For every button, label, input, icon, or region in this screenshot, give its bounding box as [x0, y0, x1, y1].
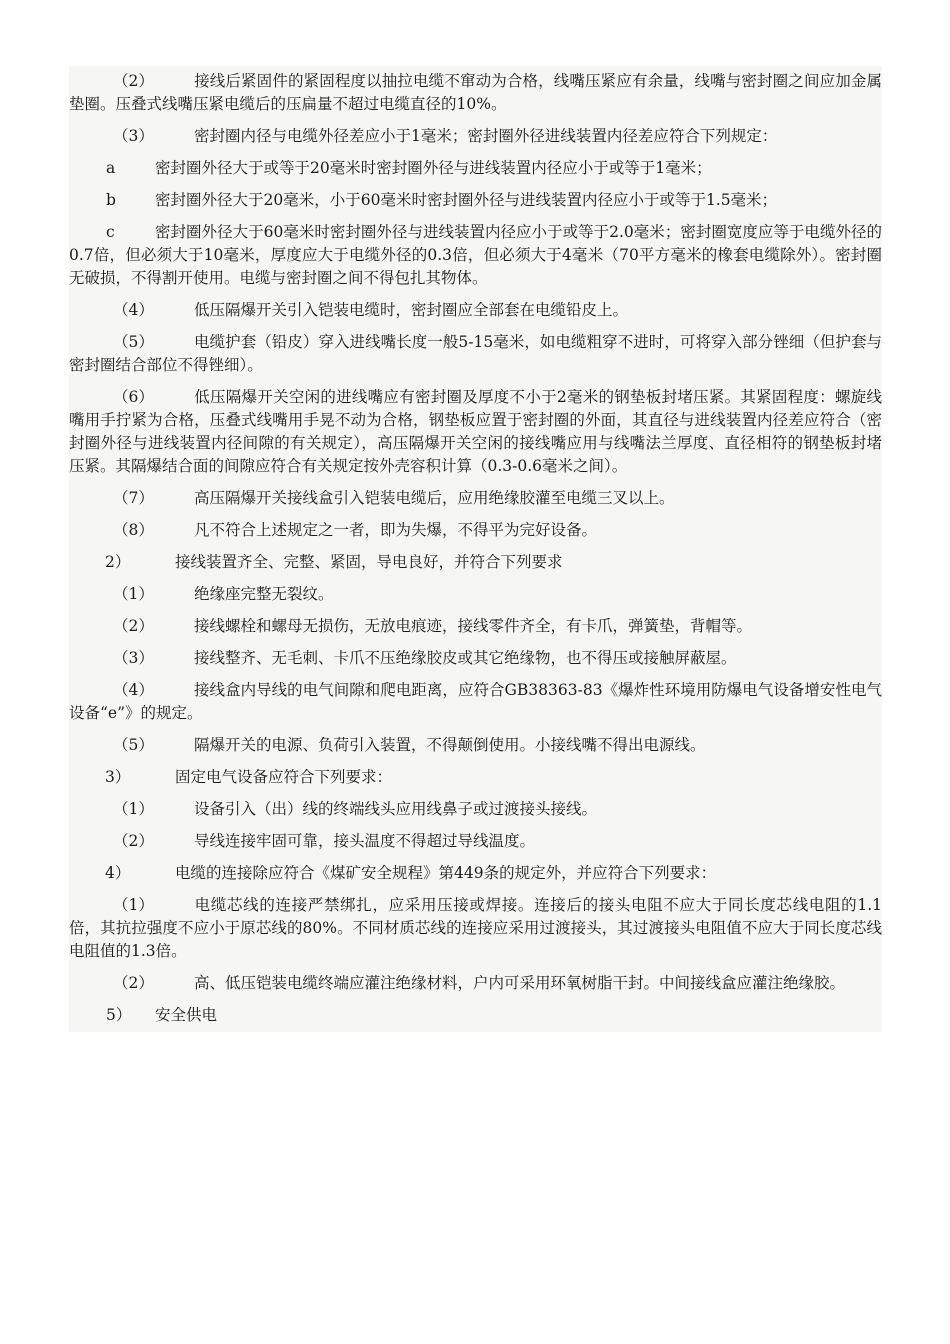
paragraph	[69, 675, 882, 730]
paragraph	[69, 547, 882, 579]
paragraph	[69, 217, 882, 295]
paragraph-text: 接线盒内导线的电气间隙和爬电距离，应符合GB38363-83《爆炸性环境用防爆电气设备增安性电气设备“e”》的规定。	[69, 681, 882, 722]
paragraph-text: 接线后紧固件的紧固程度以抽拉电缆不窜动为合格，线嘴压紧应有余量，线嘴与密封圈之间应加金属垫圈。压叠式线嘴压紧电缆后的压扁量不超过电缆直径的10%。	[69, 72, 882, 113]
paragraph	[69, 515, 882, 547]
paragraph	[69, 826, 882, 858]
paragraph-text: 电缆护套（铅皮）穿入进线嘴长度一般5-15毫米，如电缆粗穿不进时，可将穿入部分锉细（但护套与密封圈结合部位不得锉细）。	[69, 333, 882, 374]
paragraph-text: 低压隔爆开关空闲的进线嘴应有密封圈及厚度不小于2毫米的钢垫板封堵压紧。其紧固程度：螺旋线嘴用手拧紧为合格，压叠式线嘴用手晃不动为合格，钢垫板应置于密封圈的外面，其直径与进线装置内径差应符合（密封圈外径与进线装置内径间隙的有关规定），高压隔爆开关空闲的接线嘴应用与线嘴法兰厚度、直径相符的钢垫板封堵压紧。其隔爆结合面的间隙应符合有关规定按外壳容积计算（0.3-0.6毫米之间）。	[69, 388, 882, 475]
item-number: （8）	[113, 521, 154, 539]
paragraph	[69, 382, 882, 483]
item-number: 5）	[106, 1006, 132, 1024]
item-number: 2）	[105, 553, 131, 571]
item-number: （5）	[113, 333, 154, 351]
item-number: a	[106, 159, 116, 177]
item-number: （3）	[113, 127, 154, 145]
paragraph-text: 密封圈内径与电缆外径差应小于1毫米；密封圈外径进线装置内径差应符合下列规定：	[194, 127, 778, 145]
item-number: b	[106, 191, 116, 209]
item-number: （4）	[113, 301, 154, 319]
paragraph-text: 绝缘座完整无裂纹。	[194, 585, 334, 603]
paragraph-text: 电缆的连接除应符合《煤矿安全规程》第449条的规定外，并应符合下列要求：	[175, 864, 717, 882]
paragraph-text: 高、低压铠装电缆终端应灌注绝缘材料，户内可采用环氧树脂干封。中间接线盒应灌注绝缘胶。	[194, 974, 846, 992]
paragraph	[69, 968, 882, 1000]
item-number: c	[106, 223, 115, 241]
item-number: 3）	[105, 768, 131, 786]
paragraph	[69, 295, 882, 327]
paragraph-text: 电缆芯线的连接严禁绑扎，应采用压接或焊接。连接后的接头电阻不应大于同长度芯线电阻的1.1倍，其抗拉强度不应小于原芯线的80%。不同材质芯线的连接应采用过渡接头，其过渡接头电阻值不应大于同长度芯线电阻值的1.3倍。	[69, 896, 882, 960]
paragraph-text: 接线整齐、无毛刺、卡爪不压绝缘胶皮或其它绝缘物，也不得压或接触屏蔽屋。	[194, 649, 737, 667]
item-number: 4）	[105, 864, 131, 882]
item-number: （5）	[113, 736, 154, 754]
item-number: （6）	[113, 388, 154, 406]
item-number: （2）	[113, 974, 154, 992]
paragraph-text: 接线螺栓和螺母无损伤，无放电痕迹，接线零件齐全，有卡爪，弹簧垫，背帽等。	[194, 617, 753, 635]
paragraph-text: 隔爆开关的电源、负荷引入装置，不得颠倒使用。小接线嘴不得出电源线。	[194, 736, 706, 754]
paragraph	[69, 121, 882, 153]
paragraph	[69, 66, 882, 121]
item-number: （2）	[113, 832, 154, 850]
paragraph	[69, 153, 882, 185]
paragraph-text: 固定电气设备应符合下列要求：	[175, 768, 393, 786]
paragraph	[69, 794, 882, 826]
paragraph	[69, 890, 882, 968]
paragraph-text: 低压隔爆开关引入铠装电缆时，密封圈应全部套在电缆铅皮上。	[194, 301, 629, 319]
paragraph-text: 密封圈外径大于20毫米，小于60毫米时密封圈外径与进线装置内径应小于或等于1.5毫米；	[155, 191, 778, 209]
item-number: （1）	[113, 585, 154, 603]
item-number: （3）	[113, 649, 154, 667]
paragraph	[69, 1000, 882, 1032]
paragraph-text: 凡不符合上述规定之一者，即为失爆，不得平为完好设备。	[194, 521, 598, 539]
paragraph-text: 导线连接牢固可靠，接头温度不得超过导线温度。	[194, 832, 536, 850]
paragraph-text: 密封圈外径大于或等于20毫米时密封圈外径与进线装置内径应小于或等于1毫米；	[155, 159, 712, 177]
item-number: （4）	[113, 681, 154, 699]
paragraph-text: 设备引入（出）线的终端线头应用线鼻子或过渡接头接线。	[194, 800, 598, 818]
item-number: （1）	[113, 800, 154, 818]
paragraph	[69, 611, 882, 643]
paragraph-text: 接线装置齐全、完整、紧固，导电良好，并符合下列要求	[175, 553, 563, 571]
paragraph	[69, 185, 882, 217]
paragraph	[69, 483, 882, 515]
paragraph	[69, 579, 882, 611]
paragraph-text: 高压隔爆开关接线盒引入铠装电缆后，应用绝缘胶灌至电缆三叉以上。	[194, 489, 675, 507]
paragraph	[69, 730, 882, 762]
paragraph	[69, 327, 882, 382]
paragraph-text: 密封圈外径大于60毫米时密封圈外径与进线装置内径应小于或等于2.0毫米；密封圈宽度应等于电缆外径的0.7倍，但必须大于10毫米，厚度应大于电缆外径的0.3倍，但必须大于4毫米（70平方毫米的橡套电缆除外）。密封圈无破损，不得割开使用。电缆与密封圈之间不得包扎其物体。	[69, 223, 882, 287]
document-body	[69, 66, 882, 1032]
item-number: （7）	[113, 489, 154, 507]
item-number: （1）	[113, 896, 154, 914]
paragraph	[69, 762, 882, 794]
paragraph	[69, 643, 882, 675]
paragraph-text: 安全供电	[155, 1006, 218, 1024]
item-number: （2）	[113, 72, 154, 90]
paragraph	[69, 858, 882, 890]
item-number: （2）	[113, 617, 154, 635]
